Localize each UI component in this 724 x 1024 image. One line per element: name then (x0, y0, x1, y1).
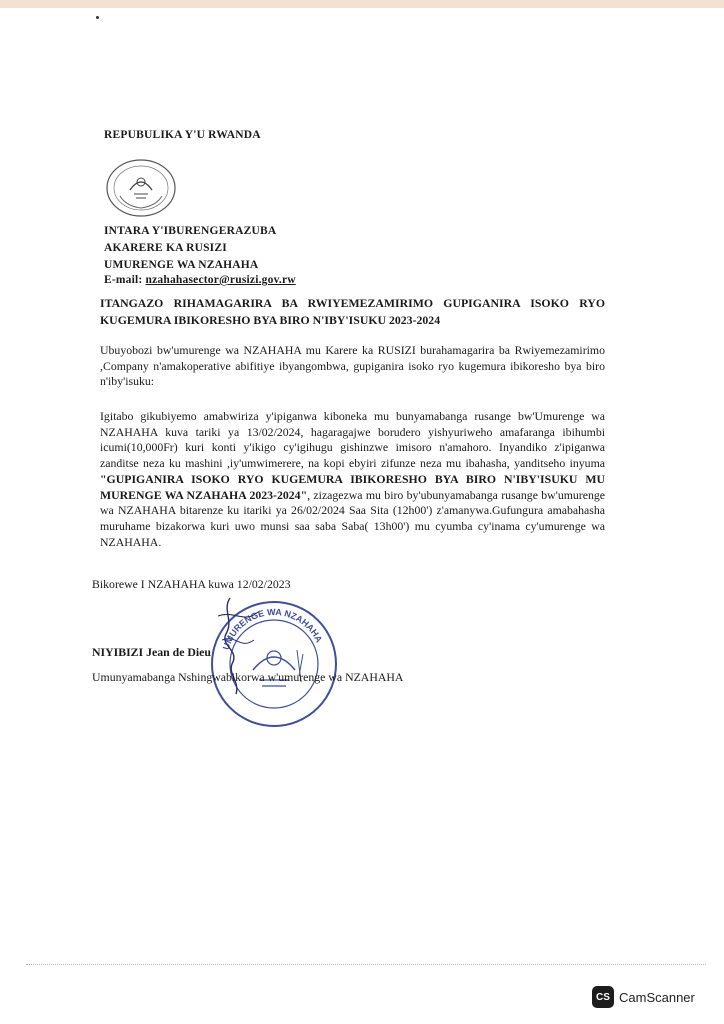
details-text-2: , zizagezwa mu biro by'ubunyamabanga rusange bw'umurenge wa NZAHAHA bitarenze ku itariki ya 26/02/2024 Saa Sita (12h00') z'amanywa.Gufungura amabahasha muruhame bizakorwa kuri uwo munsi saa saba Saba( 13h00') mu cyumba cy'inama cy'umurenge wa NZAHAHA. (100, 487, 605, 549)
scan-bottom-marks (26, 964, 706, 967)
camscanner-logo-icon: CS (592, 986, 614, 1008)
stamp-text: UMURENGE WA NZAHAHA (220, 606, 325, 651)
camscanner-watermark (592, 986, 695, 1008)
email-line (104, 274, 296, 286)
date-line: Bikorewe I NZAHAHA kuwa 12/02/2023 (92, 577, 291, 591)
signatory-name: NIYIBIZI Jean de Dieu (92, 645, 211, 659)
details-paragraph (100, 409, 605, 550)
republic-heading: REPUBULIKA Y'U RWANDA (104, 129, 261, 141)
details-text-1: Igitabo gikubiyemo amabwiriza y'ipiganwa kiboneka mu bunyamabanga rusange bw'Umurenge wa NZAHAHA kuva tariki ya 13/02/2024, hagaragajwe borudero yishyuriweho amafaranga ibihumbi icumi(10,000Fr) kuri konti y'ikigo cy'igihugu gishinzwe imisoro n'amahoro. Inyandiko z'ipiganwa zanditse neza ku mashini ,iy'umwimerere, na kopi ebyiri zifunze neza mu ibahasha, yanditseho inyuma (100, 409, 605, 471)
envelope-label: "GUPIGANIRA ISOKO RYO KUGEMURA IBIKORESHO BYA BIRO N'IBY'ISUKU MU MURENGE WA NZAHAHA 2023-2024" (100, 471, 605, 502)
camscanner-label: CamScanner (619, 989, 695, 1005)
district-heading: AKARERE KA RUSIZI (104, 242, 227, 254)
email-label: E-mail: (104, 274, 146, 286)
signatory-position: Umunyamabanga Nshingwabikorwa w'umurenge wa NZAHAHA (92, 670, 404, 684)
notice-title: ITANGAZO RIHAMAGARIRA BA RWIYEMEZAMIRIMO GUPIGANIRA ISOKO RYO KUGEMURA IBIKORESHO BYA BIRO N'IBY'ISUKU 2023-2024 (100, 296, 605, 327)
sector-heading: UMURENGE WA NZAHAHA (104, 259, 259, 271)
email-link[interactable]: nzahahasector@rusizi.gov.rw (145, 274, 296, 286)
province-heading: INTARA Y'IBURENGERAZUBA (104, 225, 277, 237)
intro-paragraph: Ubuyobozi bw'umurenge wa NZAHAHA mu Karere ka RUSIZI burahamagarira ba Rwiyemezamirimo ,Company n'amakoperative abifitiye ibyangombwa, gupiganira isoko ryo kugemura ibikoresho bya biro n'iby'isuku: (100, 343, 605, 389)
rwanda-coat-of-arms-seal (100, 156, 182, 220)
